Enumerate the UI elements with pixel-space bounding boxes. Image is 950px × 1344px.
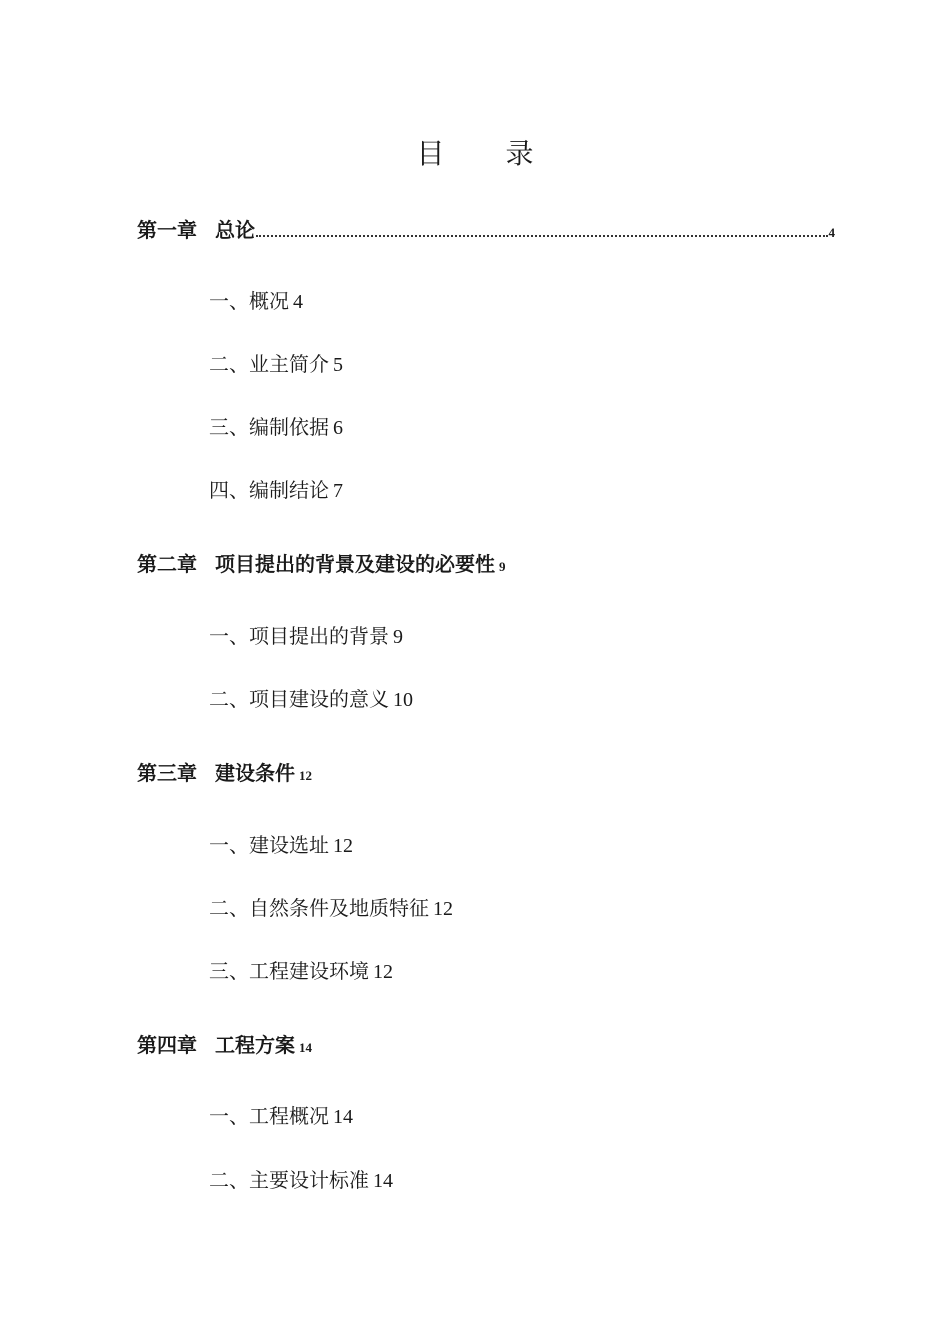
page-number: 6 bbox=[333, 417, 343, 439]
chapter-number: 第三章 bbox=[137, 761, 197, 785]
toc-chapter-2[interactable] bbox=[137, 548, 506, 577]
section-title: 二、项目建设的意义 bbox=[209, 687, 389, 711]
toc-section[interactable] bbox=[209, 285, 303, 314]
toc-section[interactable] bbox=[209, 411, 343, 440]
page-number: 14 bbox=[299, 1040, 312, 1055]
page-number: 12 bbox=[333, 835, 353, 857]
dot-leader bbox=[256, 235, 828, 237]
page-number: 9 bbox=[393, 626, 403, 648]
page-number: 12 bbox=[299, 768, 312, 783]
section-title: 二、主要设计标准 bbox=[209, 1168, 369, 1192]
section-title: 四、编制结论 bbox=[209, 478, 329, 502]
toc-section[interactable] bbox=[209, 1100, 353, 1129]
page-number: 4 bbox=[293, 291, 303, 313]
chapter-title: 工程方案 bbox=[215, 1033, 295, 1057]
toc-chapter-4[interactable] bbox=[137, 1029, 312, 1058]
chapter-number: 第四章 bbox=[137, 1033, 197, 1057]
page-number: 12 bbox=[373, 961, 393, 983]
toc-section[interactable] bbox=[209, 348, 343, 377]
chapter-number: 第一章 bbox=[137, 218, 197, 242]
toc-section[interactable] bbox=[209, 829, 353, 858]
toc-section[interactable] bbox=[209, 620, 403, 649]
page-number: 7 bbox=[333, 480, 343, 502]
page-number: 12 bbox=[433, 898, 453, 920]
toc-section[interactable] bbox=[209, 1164, 393, 1193]
page-number: 10 bbox=[393, 689, 413, 711]
section-title: 三、工程建设环境 bbox=[209, 959, 369, 983]
page-title: 目 录 bbox=[416, 137, 560, 170]
toc-chapter-3[interactable] bbox=[137, 757, 312, 786]
toc-chapter-1[interactable] bbox=[137, 214, 835, 243]
section-title: 三、编制依据 bbox=[209, 415, 329, 439]
toc-section[interactable] bbox=[209, 892, 453, 921]
page-number: 9 bbox=[499, 559, 506, 574]
chapter-title: 总论 bbox=[215, 218, 255, 242]
page-number: 5 bbox=[333, 354, 343, 376]
chapter-title: 项目提出的背景及建设的必要性 bbox=[215, 552, 495, 576]
section-title: 二、业主简介 bbox=[209, 352, 329, 376]
page-number: 4 bbox=[828, 225, 835, 240]
page-number: 14 bbox=[373, 1170, 393, 1192]
section-title: 一、工程概况 bbox=[209, 1104, 329, 1128]
chapter-number: 第二章 bbox=[137, 552, 197, 576]
section-title: 二、自然条件及地质特征 bbox=[209, 896, 429, 920]
toc-section[interactable] bbox=[209, 683, 413, 712]
toc-section[interactable] bbox=[209, 955, 393, 984]
chapter-title: 建设条件 bbox=[215, 761, 295, 785]
section-title: 一、概况 bbox=[209, 289, 289, 313]
section-title: 一、建设选址 bbox=[209, 833, 329, 857]
section-title: 一、项目提出的背景 bbox=[209, 624, 389, 648]
toc-section[interactable] bbox=[209, 474, 343, 503]
page-number: 14 bbox=[333, 1106, 353, 1128]
